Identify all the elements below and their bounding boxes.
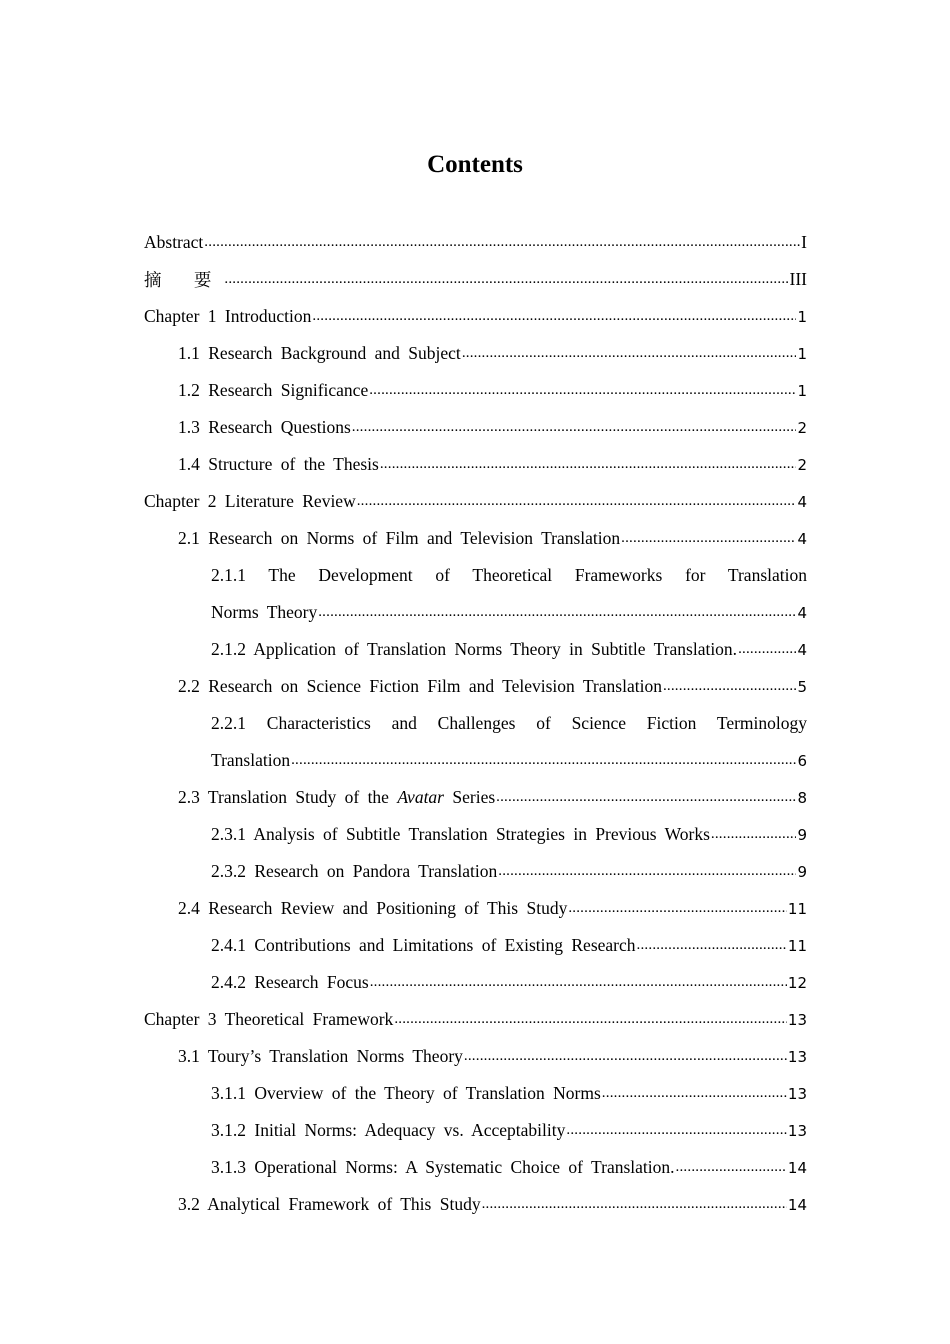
toc-entry-label: 2.2 Research on Science Fiction Film and Television Translation [178, 676, 662, 696]
toc-entry-2-3-1[interactable] [144, 816, 807, 853]
toc-entry-2-2[interactable] [144, 668, 807, 705]
toc-entry-label: 3.1.3 Operational Norms: A Systematic Choice of Translation. [211, 1157, 675, 1177]
toc-entry-3-1-3[interactable] [144, 1149, 807, 1186]
dot-leader [711, 826, 797, 843]
toc-page-number: III [789, 269, 807, 289]
dot-leader [464, 1048, 787, 1065]
toc-list [144, 224, 807, 1223]
toc-entry-2-2-1[interactable] [144, 705, 807, 779]
toc-page-number: 9 [797, 825, 807, 844]
toc-entry-2-4-1[interactable] [144, 927, 807, 964]
toc-entry-2-3[interactable] [144, 779, 807, 816]
toc-entry-2-4[interactable] [144, 890, 807, 927]
toc-entry-2-1-1[interactable] [144, 557, 807, 631]
toc-entry-label: 1.2 Research Significance [178, 380, 369, 400]
toc-page-number: 11 [787, 899, 807, 918]
toc-entry-3-1-2[interactable] [144, 1112, 807, 1149]
toc-page-number: 1 [797, 344, 807, 363]
toc-page-number: 1 [797, 381, 807, 400]
toc-entry-chinese-abstract[interactable] [144, 261, 807, 298]
toc-page-number: 4 [797, 640, 807, 659]
dot-leader [498, 863, 796, 880]
toc-entry-chapter-3[interactable] [144, 1001, 807, 1038]
toc-entry-label: 2.4.1 Contributions and Limitations of Existing Research [211, 935, 636, 955]
toc-page-number: 13 [787, 1121, 807, 1140]
toc-entry-label: 2.4 Research Review and Positioning of This Study [178, 898, 568, 918]
toc-page-number: 11 [787, 936, 807, 955]
toc-entry-label-line1: 2.2.1 Characteristics and Challenges of Science Fiction Terminology [211, 713, 807, 733]
toc-page-number: 5 [797, 677, 807, 696]
toc-entry-label: 2.4.2 Research Focus [211, 972, 369, 992]
toc-entry-1-1[interactable] [144, 335, 807, 372]
toc-entry-2-4-2[interactable] [144, 964, 807, 1001]
toc-page-number: 4 [797, 529, 807, 548]
dot-leader [637, 937, 787, 954]
dot-leader [676, 1159, 787, 1176]
dot-leader [602, 1085, 787, 1102]
toc-entry-label-pre: 2.3 Translation Study of the [178, 787, 398, 807]
toc-entry-label: 1.4 Structure of the Thesis [178, 454, 379, 474]
toc-entry-label: Abstract [144, 232, 204, 252]
toc-page-number: 14 [787, 1195, 807, 1214]
toc-entry-abstract[interactable] [144, 224, 807, 261]
toc-entry-label: Chapter 1 Introduction [144, 306, 312, 326]
dot-leader [380, 456, 797, 473]
dot-leader [462, 345, 797, 362]
dot-leader [566, 1122, 787, 1139]
toc-entry-label: Chapter 3 Theoretical Framework [144, 1009, 394, 1029]
toc-entry-label-italic: Avatar [397, 787, 444, 807]
dot-leader [621, 530, 796, 547]
toc-entry-2-3-2[interactable] [144, 853, 807, 890]
toc-entry-1-2[interactable] [144, 372, 807, 409]
toc-page-number: 13 [787, 1047, 807, 1066]
toc-entry-1-3[interactable] [144, 409, 807, 446]
dot-leader [357, 493, 797, 510]
toc-entry-3-1[interactable] [144, 1038, 807, 1075]
dot-leader [394, 1011, 787, 1028]
toc-entry-label-line1: 2.1.1 The Development of Theoretical Frameworks for Translation [211, 565, 807, 585]
toc-entry-label: Chapter 2 Literature Review [144, 491, 356, 511]
toc-entry-3-1-1[interactable] [144, 1075, 807, 1112]
toc-page-number: I [801, 232, 807, 252]
toc-entry-2-1[interactable] [144, 520, 807, 557]
dot-leader [482, 1196, 787, 1213]
toc-page-number: 1 [797, 307, 807, 326]
toc-entry-chapter-2[interactable] [144, 483, 807, 520]
toc-entry-chapter-1[interactable] [144, 298, 807, 335]
toc-entry-2-1-2[interactable] [144, 631, 807, 668]
toc-entry-label-post: Series [444, 787, 496, 807]
toc-entry-label: 3.1.2 Initial Norms: Adequacy vs. Acceptability [211, 1120, 566, 1140]
toc-entry-label-line2: Norms Theory [211, 602, 318, 622]
toc-entry-3-2[interactable] [144, 1186, 807, 1223]
toc-page-number: 4 [797, 603, 807, 622]
dot-leader [204, 234, 800, 251]
dot-leader [370, 974, 787, 991]
toc-entry-label: 2.3.2 Research on Pandora Translation [211, 861, 498, 881]
dot-leader [318, 604, 796, 621]
toc-entry-label: 1.1 Research Background and Subject [178, 343, 461, 363]
toc-entry-label: 2.1 Research on Norms of Film and Television Translation [178, 528, 621, 548]
toc-page-number: 9 [797, 862, 807, 881]
toc-entry-label: 3.1.1 Overview of the Theory of Translation Norms [211, 1083, 601, 1103]
toc-entry-label: 2.1.2 Application of Translation Norms Theory in Subtitle Translation. [211, 639, 738, 659]
dot-leader [738, 641, 796, 658]
toc-page-number: 2 [797, 455, 807, 474]
dot-leader [312, 308, 796, 325]
dot-leader [224, 271, 788, 288]
toc-page-number: 4 [797, 492, 807, 511]
page-title: Contents [427, 151, 523, 178]
toc-entry-1-4[interactable] [144, 446, 807, 483]
toc-entry-label-line2: Translation [211, 750, 291, 770]
toc-entry-label: 3.2 Analytical Framework of This Study [178, 1194, 481, 1214]
toc-page-number: 13 [787, 1010, 807, 1029]
toc-page-number: 13 [787, 1084, 807, 1103]
toc-entry-label: 摘 要 [144, 270, 224, 290]
dot-leader [568, 900, 787, 917]
dot-leader [352, 419, 797, 436]
toc-page-number: 14 [787, 1158, 807, 1177]
dot-leader [369, 382, 796, 399]
toc-entry-label: 3.1 Toury’s Translation Norms Theory [178, 1046, 463, 1066]
toc-page-number: 8 [797, 788, 807, 807]
toc-page-number: 12 [787, 973, 807, 992]
dot-leader [663, 678, 797, 695]
dot-leader [291, 752, 796, 769]
toc-entry-label: 2.3.1 Analysis of Subtitle Translation Strategies in Previous Works [211, 824, 710, 844]
dot-leader [496, 789, 796, 806]
toc-page-number: 6 [797, 751, 807, 770]
toc-entry-label: 1.3 Research Questions [178, 417, 351, 437]
toc-page-number: 2 [797, 418, 807, 437]
